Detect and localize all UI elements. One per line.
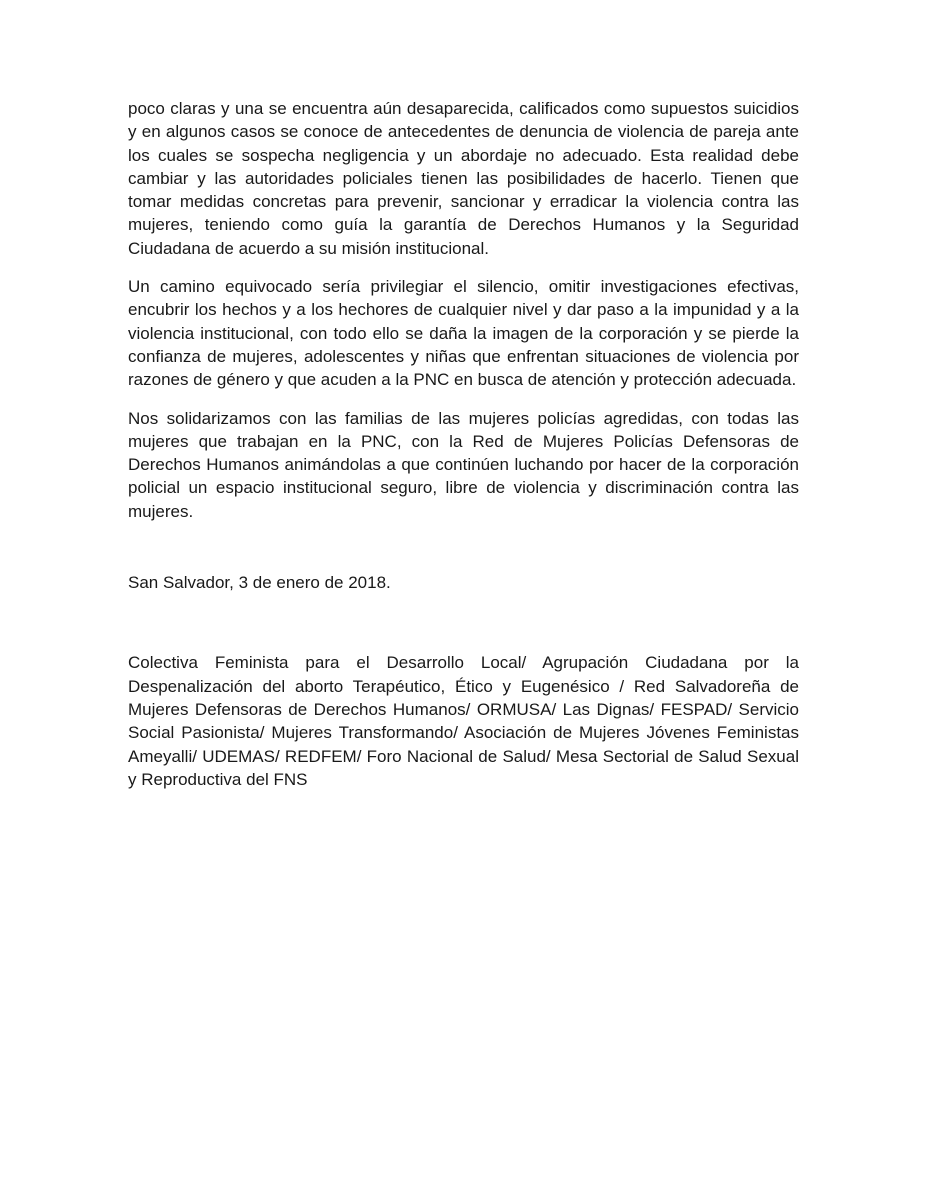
paragraph-un-camino: Un camino equivocado sería privilegiar el silencio, omitir investigaciones efectivas, encubrir los hechos y a los hechores de cualquier nivel y dar paso a la impunidad y a la violencia institucional, con todo ello se daña la imagen de la corporación y se pierde la confianza de mujeres, adolescentes y niñas que enfrentan situaciones de violencia por razones de género y que acuden a la PNC en busca de atención y protección adecuada. (128, 277, 799, 390)
document-body (128, 97, 799, 791)
paragraph-solidaridad: Nos solidarizamos con las familias de las mujeres policías agredidas, con todas las mujeres que trabajan en la PNC, con la Red de Mujeres Policías Defensoras de Derechos Humanos animándolas a que continúen luchando por hacer de la corporación policial un espacio institucional seguro, libre de violencia y discriminación contra las mujeres. (128, 408, 799, 521)
paragraph-continuation: poco claras y una se encuentra aún desaparecida, calificados como supuestos suicidios y en algunos casos se conoce de antecedentes de denuncia de violencia de pareja ante los cuales se sospecha negligencia y un abordaje no adecuado. Esta realidad debe cambiar y las autoridades policiales tienen las posibilidades de hacerlo. Tienen que tomar medidas concretas para prevenir, sancionar y erradicar la violencia contra las mujeres, teniendo como guía la garantía de Derechos Humanos y la Seguridad Ciudadana de acuerdo a su misión institucional. (128, 99, 799, 258)
dateline: San Salvador, 3 de enero de 2018. (128, 573, 391, 593)
signatories-list: Colectiva Feminista para el Desarrollo Local/ Agrupación Ciudadana por la Despenalización del aborto Terapéutico, Ético y Eugenésico / Red Salvadoreña de Mujeres Defensoras de Derechos Humanos/ ORMUSA/ Las Dignas/ FESPAD/ Servicio Social Pasionista/ Mujeres Transformando/ Asociación de Mujeres Jóvenes Feministas Ameyalli/ UDEMAS/ REDFEM/ Foro Nacional de Salud/ Mesa Sectorial de Salud Sexual y Reproductiva del FNS (128, 653, 799, 789)
